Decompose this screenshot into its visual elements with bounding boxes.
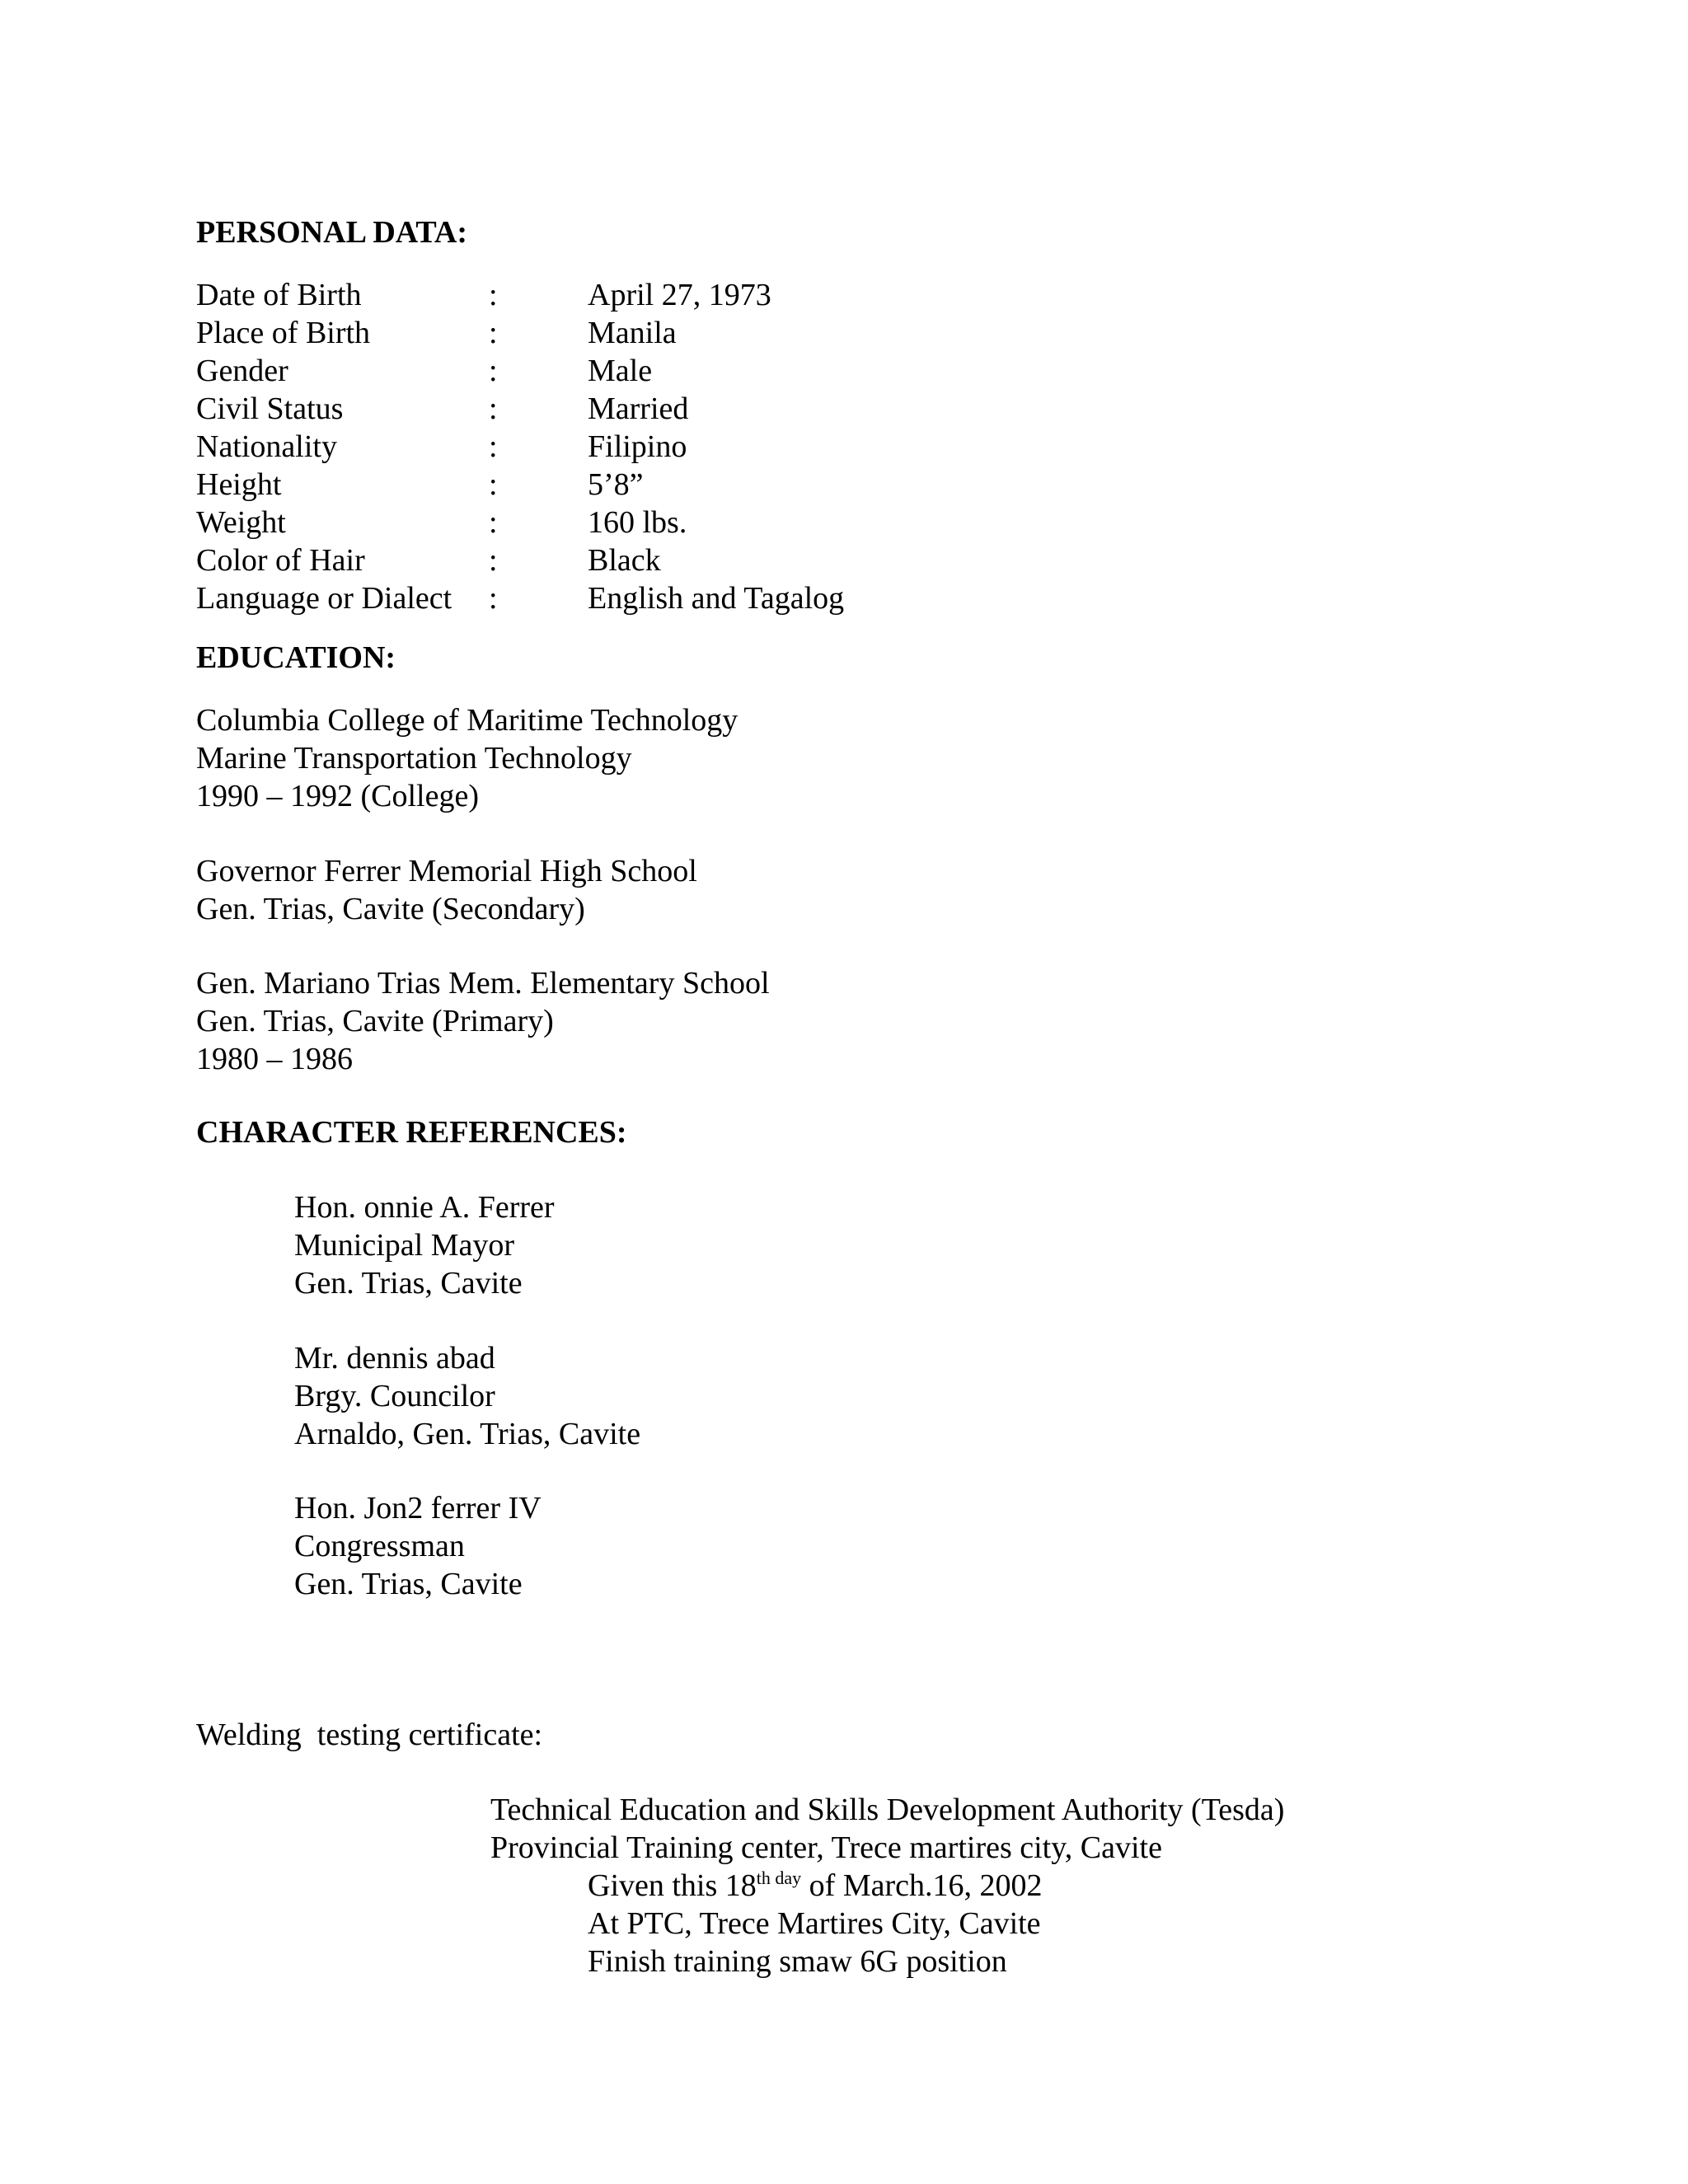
personal-row [196, 579, 938, 617]
personal-data-heading: PERSONAL DATA: [196, 215, 468, 250]
welding-detail-line: At PTC, Trece Martires City, Cavite [588, 1906, 1041, 1941]
reference-line: Gen. Trias, Cavite [294, 1567, 523, 1601]
row-label: Gender [196, 354, 288, 388]
row-value: Black [588, 543, 661, 578]
education-line: Gen. Trias, Cavite (Secondary) [196, 892, 585, 926]
personal-row [196, 390, 938, 428]
reference-line: Hon. Jon2 ferrer IV [294, 1491, 542, 1526]
welding-authority-line: Technical Education and Skills Development Authority (Tesda) [490, 1793, 1285, 1827]
personal-row [196, 314, 938, 352]
education-entry [196, 852, 697, 928]
reference-line: Hon. onnie A. Ferrer [294, 1190, 555, 1225]
given-suffix: of March.16, 2002 [801, 1868, 1043, 1903]
welding-given-line [588, 1867, 1043, 1905]
row-colon: : [489, 354, 498, 388]
row-label: Weight [196, 505, 286, 540]
personal-row [196, 352, 938, 390]
welding-heading: Welding testing certificate: [196, 1718, 543, 1752]
education-line: Governor Ferrer Memorial High School [196, 854, 697, 888]
row-colon: : [489, 429, 498, 464]
row-label: Color of Hair [196, 543, 365, 578]
row-label: Height [196, 467, 282, 502]
row-value: April 27, 1973 [588, 278, 771, 312]
row-label: Language or Dialect [196, 581, 452, 616]
reference-line: Congressman [294, 1529, 465, 1563]
row-value: Male [588, 354, 653, 388]
welding-details [588, 1867, 1043, 1980]
row-colon: : [489, 278, 498, 312]
given-day-sup: th day [756, 1868, 802, 1888]
given-prefix: Given this 18 [588, 1868, 757, 1903]
row-label: Nationality [196, 429, 337, 464]
row-value: English and Tagalog [588, 581, 845, 616]
education-line: Gen. Mariano Trias Mem. Elementary School [196, 966, 770, 1001]
row-label: Place of Birth [196, 316, 371, 350]
row-colon: : [489, 505, 498, 540]
personal-data-table [196, 276, 938, 617]
reference-line: Municipal Mayor [294, 1228, 515, 1263]
welding-authority-line: Provincial Training center, Trece martires city, Cavite [490, 1830, 1162, 1865]
education-line: 1980 – 1986 [196, 1042, 353, 1076]
personal-row [196, 466, 938, 504]
welding-detail-line: Finish training smaw 6G position [588, 1944, 1007, 1979]
reference-line: Mr. dennis abad [294, 1341, 495, 1376]
row-value: 160 lbs. [588, 505, 687, 540]
row-colon: : [489, 543, 498, 578]
welding-authority [490, 1791, 1284, 1867]
education-line: Marine Transportation Technology [196, 741, 632, 776]
row-value: Manila [588, 316, 677, 350]
reference-entry [294, 1489, 542, 1603]
reference-line: Brgy. Councilor [294, 1379, 495, 1413]
personal-row [196, 541, 938, 579]
education-line: Gen. Trias, Cavite (Primary) [196, 1004, 554, 1038]
row-value: Married [588, 391, 689, 426]
row-colon: : [489, 467, 498, 502]
row-label: Date of Birth [196, 278, 362, 312]
education-line: Columbia College of Maritime Technology [196, 703, 738, 738]
reference-line: Gen. Trias, Cavite [294, 1266, 523, 1301]
row-colon: : [489, 391, 498, 426]
education-heading: EDUCATION: [196, 640, 396, 675]
references-heading: CHARACTER REFERENCES: [196, 1115, 627, 1150]
row-value: 5’8” [588, 467, 644, 502]
row-value: Filipino [588, 429, 687, 464]
reference-line: Arnaldo, Gen. Trias, Cavite [294, 1417, 641, 1451]
row-colon: : [489, 316, 498, 350]
row-label: Civil Status [196, 391, 344, 426]
personal-row [196, 428, 938, 466]
reference-entry [294, 1339, 640, 1453]
education-line: 1990 – 1992 (College) [196, 779, 480, 813]
education-entry [196, 964, 770, 1078]
education-entry [196, 701, 738, 815]
row-colon: : [489, 581, 498, 616]
personal-row [196, 504, 938, 541]
reference-entry [294, 1188, 555, 1302]
personal-row [196, 276, 938, 314]
